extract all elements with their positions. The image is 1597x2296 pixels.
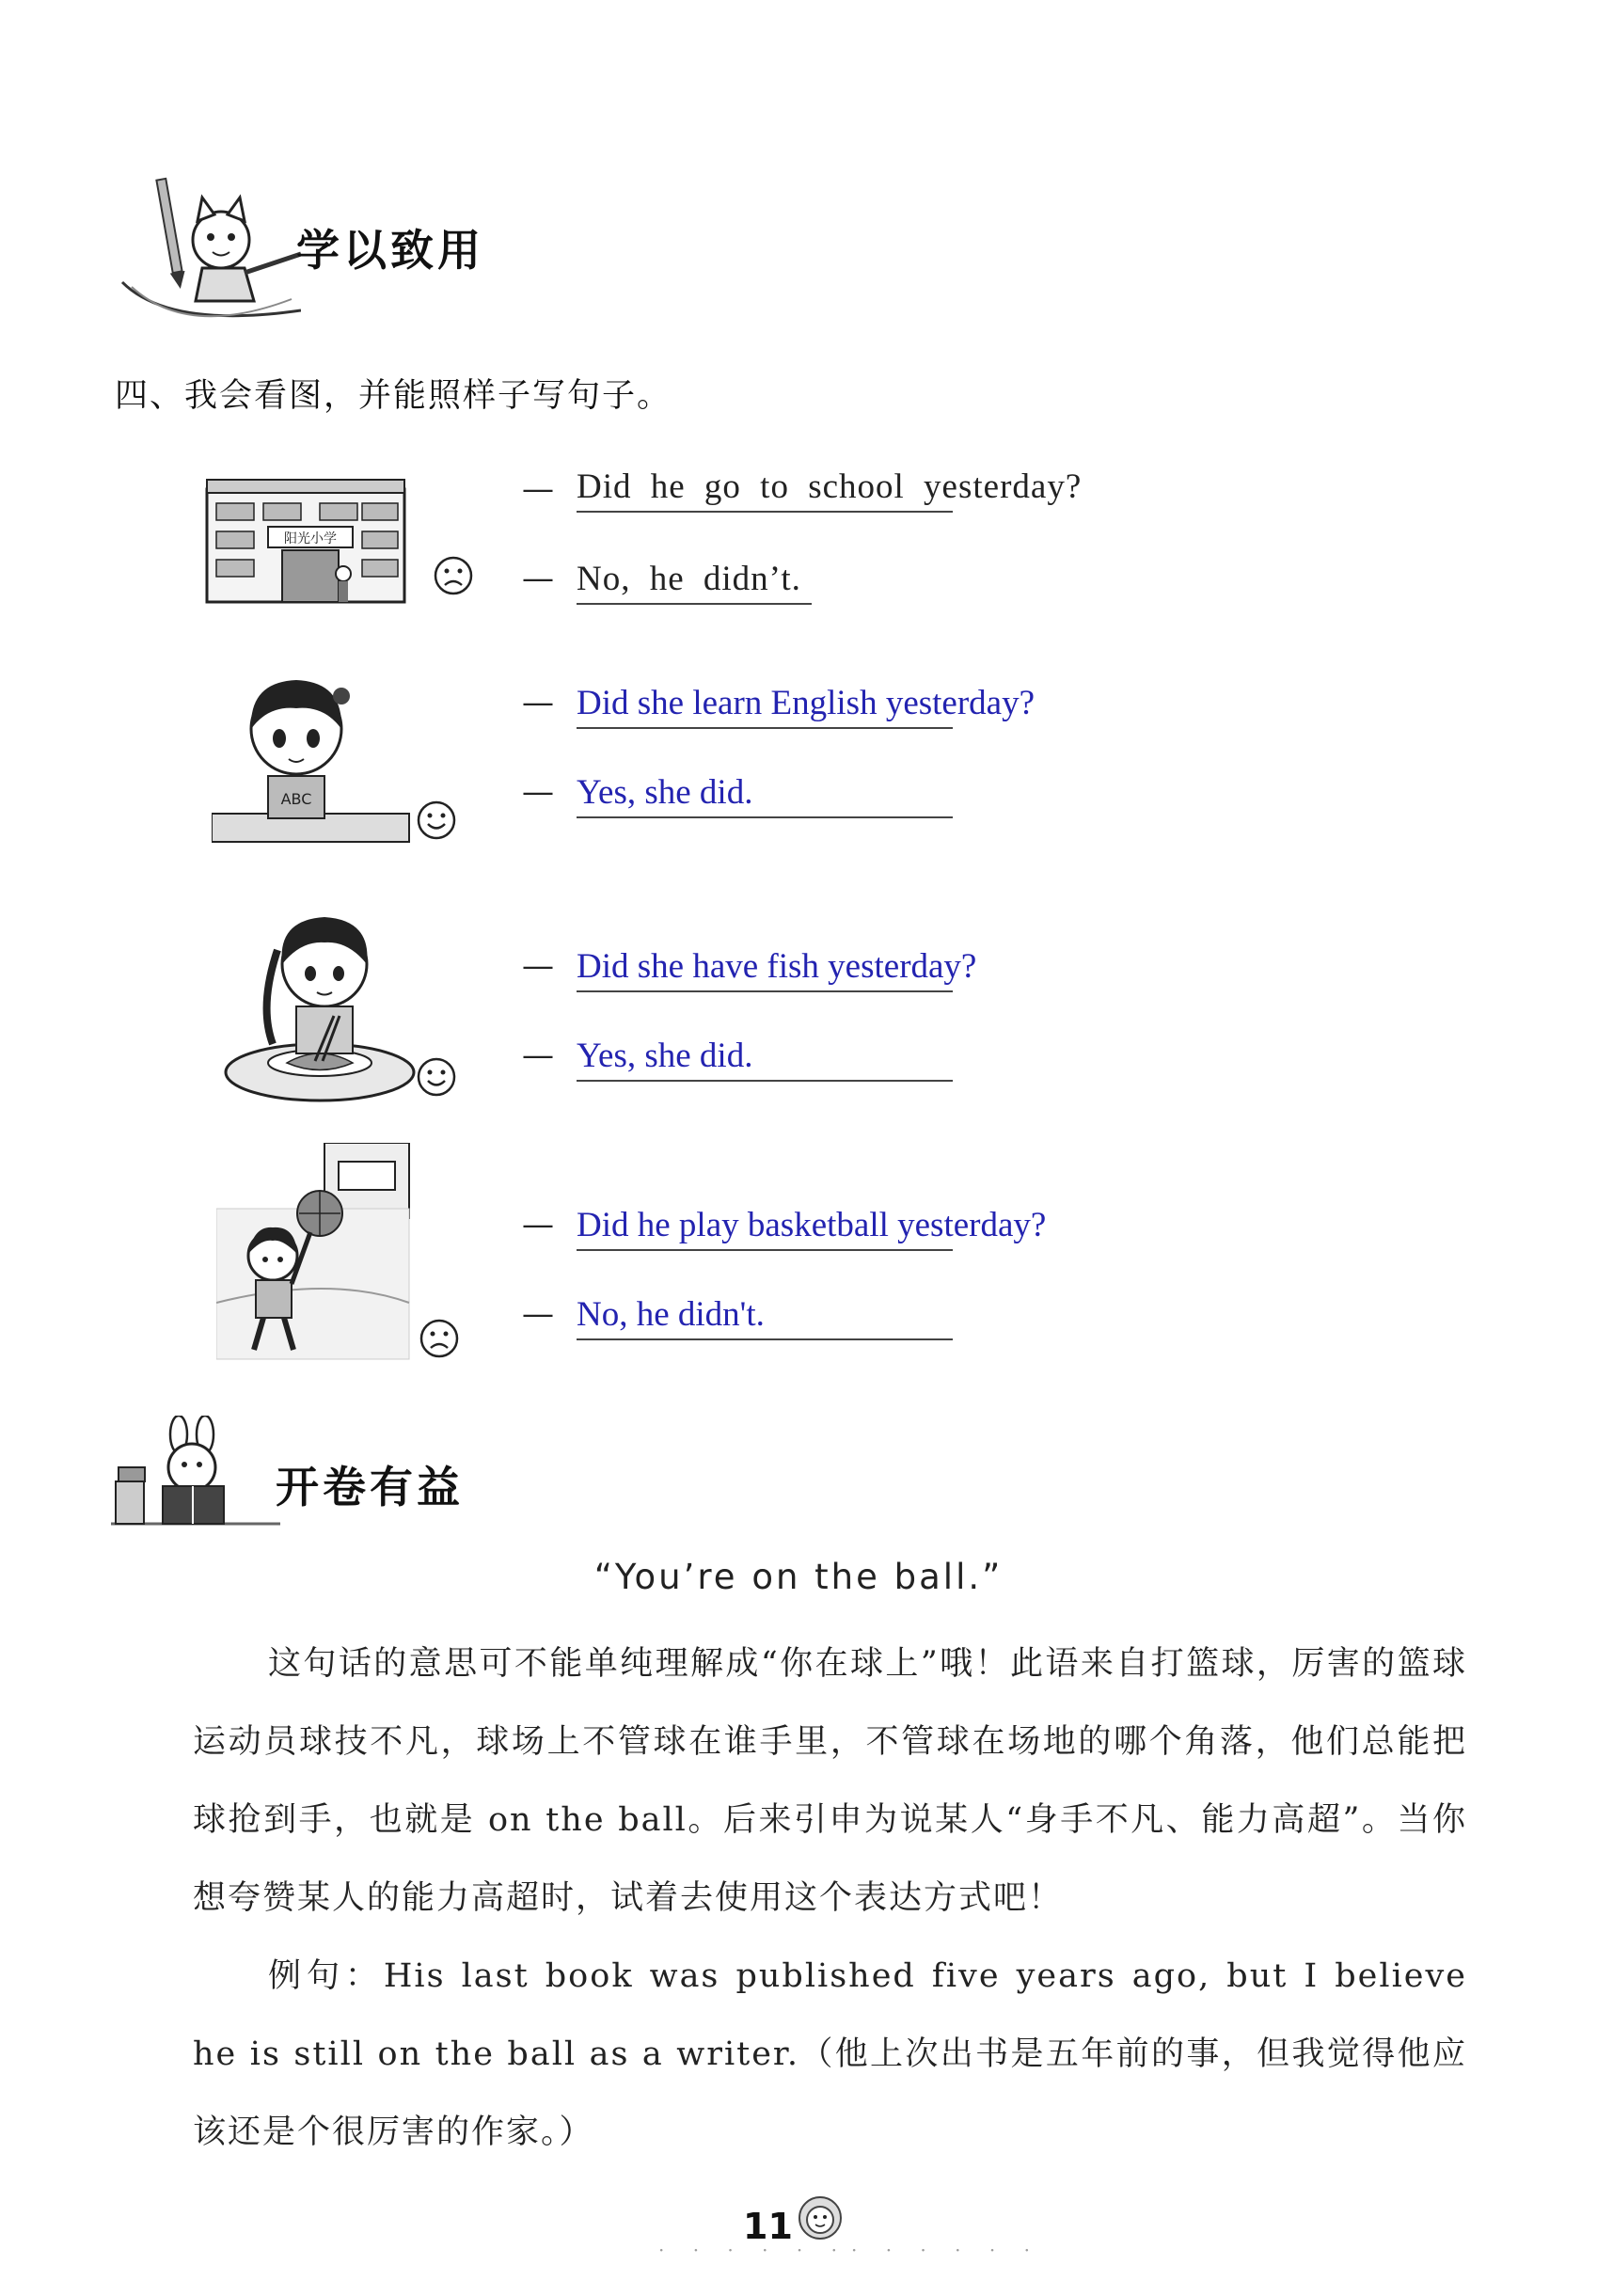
section-title: 开卷有益 <box>276 1462 464 1512</box>
dash: — <box>522 560 554 597</box>
page-dots-left: · · · · · · <box>658 2239 848 2261</box>
written-question: Did she learn English yesterday? <box>577 684 1036 722</box>
dash: — <box>522 947 554 985</box>
dash: — <box>522 1206 554 1243</box>
exercise-item <box>198 663 1185 851</box>
answer-rule <box>577 816 953 818</box>
answer-line <box>522 752 953 818</box>
cat-pencil-mascot-icon <box>113 169 301 329</box>
answer-rule <box>577 1338 953 1340</box>
dash: — <box>522 773 554 811</box>
question-line <box>522 1185 1047 1251</box>
answer-rule <box>577 990 953 992</box>
answer-rule <box>577 603 812 605</box>
happy-face-icon <box>416 800 457 841</box>
written-question: Did he play basketball yesterday? <box>577 1206 1047 1244</box>
exercise-item <box>198 467 1185 611</box>
question-line <box>522 926 977 992</box>
answer-rule <box>577 1249 953 1251</box>
dash: — <box>522 470 554 508</box>
written-answer: Yes, she did. <box>577 1037 753 1075</box>
section-header-reading <box>111 1416 487 1538</box>
question-line <box>522 467 1083 513</box>
exercise-item <box>198 1143 1185 1369</box>
written-question: Did she have fish yesterday? <box>577 947 977 986</box>
sad-face-icon <box>433 555 474 596</box>
section-title: 学以致用 <box>296 225 484 276</box>
school-sign: 阳光小学 <box>284 531 337 546</box>
written-answer: No, he didn't. <box>577 1295 765 1334</box>
answer-line <box>522 1016 953 1082</box>
answer-line <box>522 560 812 605</box>
boy-basketball-illustration <box>216 1143 414 1369</box>
happy-face-icon <box>416 1056 457 1098</box>
answer-rule <box>577 511 953 513</box>
answer-line <box>522 1275 953 1340</box>
question-line <box>522 663 1036 729</box>
dash: — <box>522 1295 554 1333</box>
answer-rule <box>577 727 953 729</box>
rabbit-reading-mascot-icon <box>111 1416 280 1538</box>
example-answer: No, he didn’t. <box>577 560 801 598</box>
dash: — <box>522 684 554 721</box>
exercise-item <box>198 903 1185 1110</box>
page-dots-right: · · · · · · <box>851 2239 1041 2261</box>
page-number: 11 <box>743 2206 793 2247</box>
exercise-instruction: 四、我会看图，并能照样子写句子。 <box>115 377 672 415</box>
girl-eating-fish-illustration <box>221 903 419 1110</box>
section-header-apply <box>113 169 508 329</box>
svg-text:ABC: ABC <box>280 790 312 808</box>
written-answer: Yes, she did. <box>577 773 753 812</box>
example-question: Did he go to school yesterday? <box>577 467 1083 506</box>
school-building-illustration <box>198 470 423 611</box>
lion-mascot-icon <box>792 2192 848 2248</box>
idiom-explanation: 这句话的意思可不能单纯理解成“你在球上”哦！此语来自打篮球，厉害的篮球运动员球技不凡，球场上不管球在谁手里，不管球在场地的哪个角落，他们总能把球抢到手，也就是 on the ball。后来引申为说某人“身手不凡、能力高超”。当你想夸赞某人的能力高超时，试着去使用这个表达方式吧！ <box>193 1645 1467 1917</box>
answer-rule <box>577 1080 953 1082</box>
girl-reading-illustration <box>212 663 419 851</box>
idiom-title: “You’re on the ball.” <box>593 1557 1004 1597</box>
dash: — <box>522 1037 554 1074</box>
sad-face-icon <box>419 1318 460 1359</box>
example-sentence: 例句：His last book was published five years ago, but I believe he is still on the ball as a writer.（他上次出书是五年前的事，但我觉得他应该还是个很厉害的作家。） <box>193 1957 1467 2151</box>
